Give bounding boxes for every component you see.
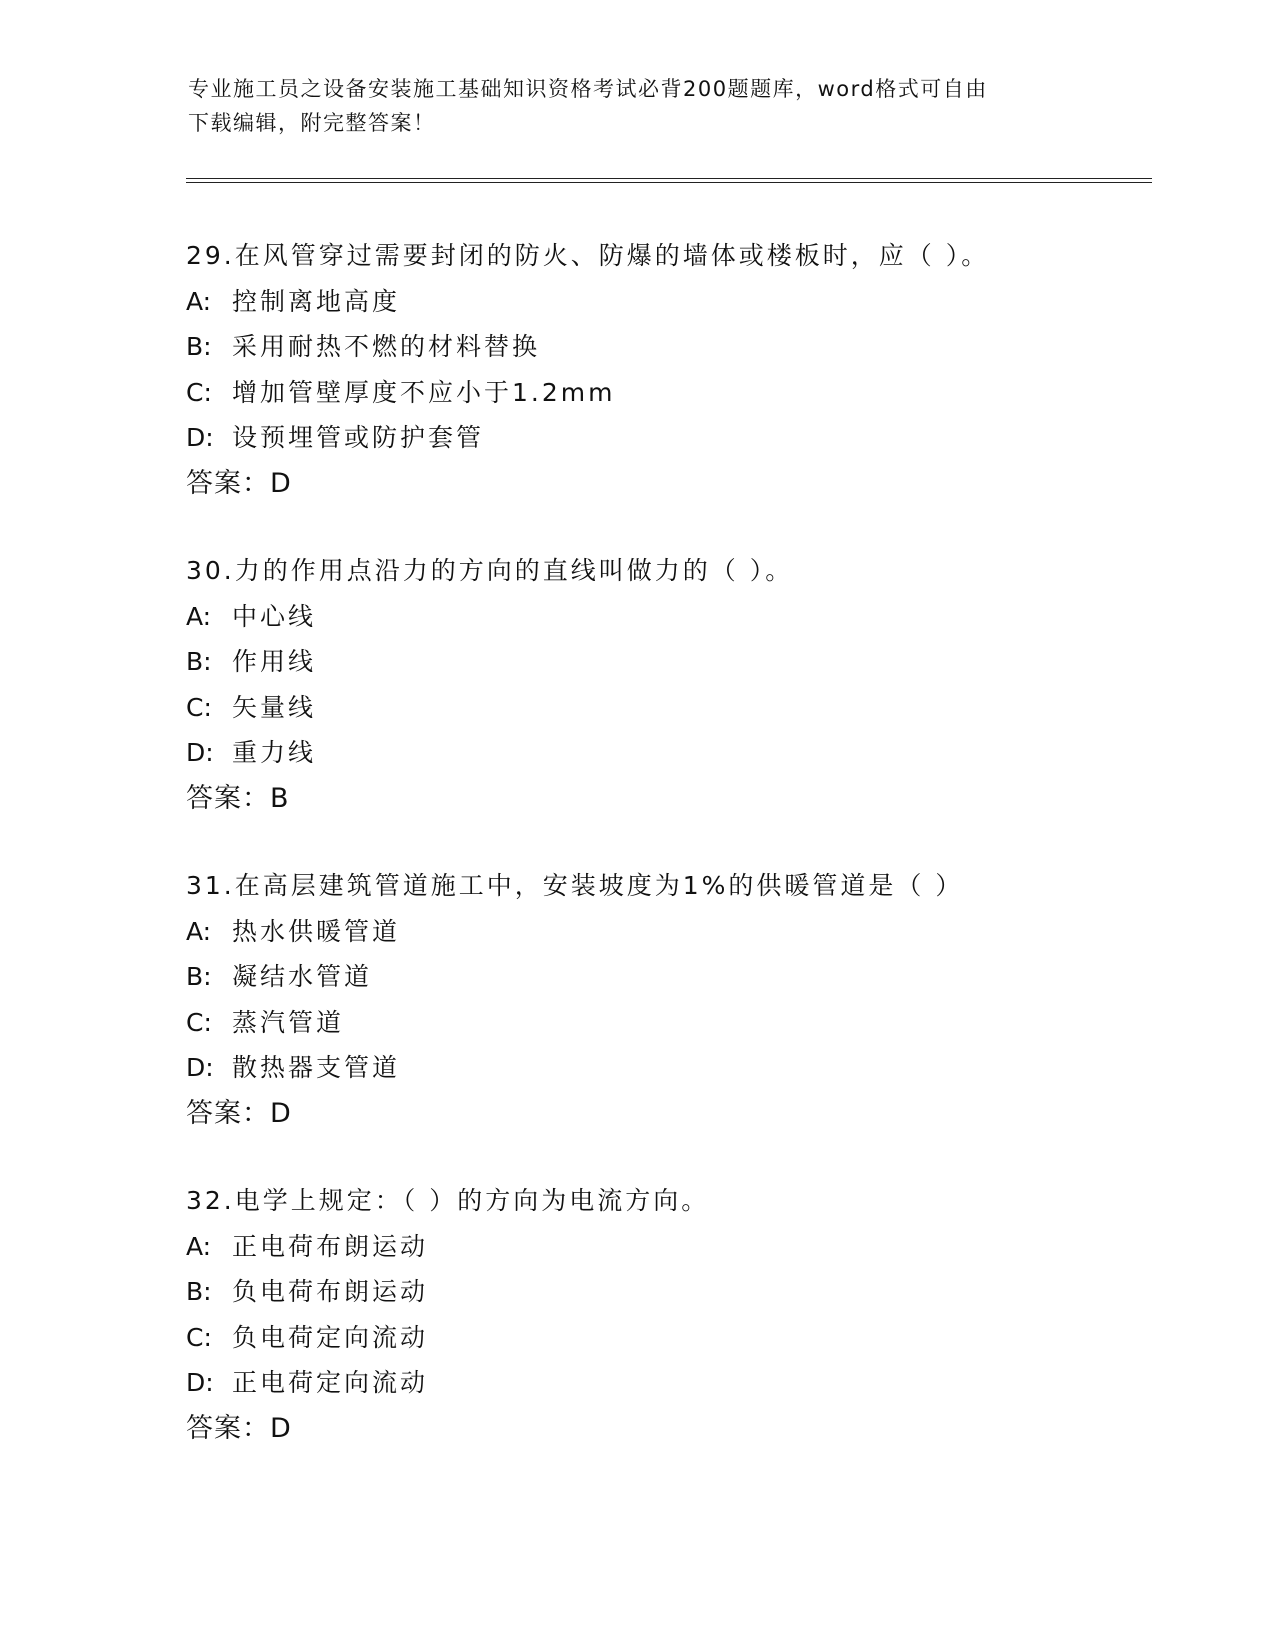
option-letter: A: — [186, 286, 212, 316]
header-title-line-2: 下载编辑，附完整答案！ — [188, 111, 436, 135]
answer: 答案：D — [186, 1412, 292, 1444]
option-text: 正电荷定向流动 — [232, 1368, 429, 1397]
answer: 答案：D — [186, 1097, 292, 1129]
option-letter: B: — [186, 1277, 212, 1306]
header-divider — [186, 178, 1152, 183]
option-a — [186, 594, 1146, 640]
question-stem: 30.力的作用点沿力的方向的直线叫做力的（ ）。 — [186, 556, 794, 585]
option-letter: D: — [186, 1053, 214, 1082]
option-letter: A: — [186, 601, 212, 631]
option-letter: C: — [186, 1007, 212, 1037]
option-text: 正电荷布朗运动 — [232, 1231, 429, 1261]
question-29 — [186, 233, 1146, 506]
option-letter: D: — [186, 738, 214, 767]
header-title-line-1: 专业施工员之设备安装施工基础知识资格考试必背200题题库，word格式可自由 — [188, 77, 988, 101]
question-30 — [186, 548, 1146, 821]
option-d — [186, 1045, 1146, 1091]
option-letter: D: — [186, 423, 214, 452]
option-text: 中心线 — [232, 601, 317, 631]
option-text: 散热器支管道 — [232, 1053, 401, 1082]
document-header — [188, 72, 1068, 140]
answer: 答案：B — [186, 782, 290, 814]
option-b — [186, 954, 1146, 1000]
option-text: 设预埋管或防护套管 — [232, 423, 485, 452]
question-stem: 31.在高层建筑管道施工中，安装坡度为1%的供暖管道是（ ） — [186, 871, 964, 900]
option-text: 矢量线 — [232, 692, 317, 722]
option-letter: B: — [186, 647, 212, 676]
option-b — [186, 324, 1146, 370]
option-text: 增加管壁厚度不应小于1.2mm — [232, 377, 616, 407]
option-a — [186, 909, 1146, 955]
option-c — [186, 1315, 1146, 1361]
option-d — [186, 415, 1146, 461]
option-text: 采用耐热不燃的材料替换 — [232, 332, 541, 361]
option-c — [186, 685, 1146, 731]
option-b — [186, 1269, 1146, 1315]
option-text: 负电荷定向流动 — [232, 1322, 429, 1352]
option-d — [186, 1360, 1146, 1406]
option-d — [186, 730, 1146, 776]
option-letter: A: — [186, 1231, 212, 1261]
option-text: 凝结水管道 — [232, 962, 373, 991]
question-stem: 29.在风管穿过需要封闭的防火、防爆的墙体或楼板时，应（ ）。 — [186, 241, 990, 270]
option-letter: D: — [186, 1368, 214, 1397]
question-32 — [186, 1178, 1146, 1451]
option-a — [186, 279, 1146, 325]
option-text: 负电荷布朗运动 — [232, 1277, 429, 1306]
option-letter: B: — [186, 962, 212, 991]
option-a — [186, 1224, 1146, 1270]
question-31 — [186, 863, 1146, 1136]
option-b — [186, 639, 1146, 685]
option-c — [186, 1000, 1146, 1046]
option-letter: B: — [186, 332, 212, 361]
option-letter: C: — [186, 377, 212, 407]
option-letter: C: — [186, 692, 212, 722]
answer: 答案：D — [186, 467, 292, 499]
option-letter: A: — [186, 916, 212, 946]
option-text: 重力线 — [232, 738, 317, 767]
option-letter: C: — [186, 1322, 212, 1352]
question-stem: 32.电学上规定：（ ）的方向为电流方向。 — [186, 1186, 710, 1215]
option-text: 蒸汽管道 — [232, 1007, 345, 1037]
option-c — [186, 370, 1146, 416]
option-text: 作用线 — [232, 647, 317, 676]
option-text: 控制离地高度 — [232, 286, 401, 316]
option-text: 热水供暖管道 — [232, 916, 401, 946]
